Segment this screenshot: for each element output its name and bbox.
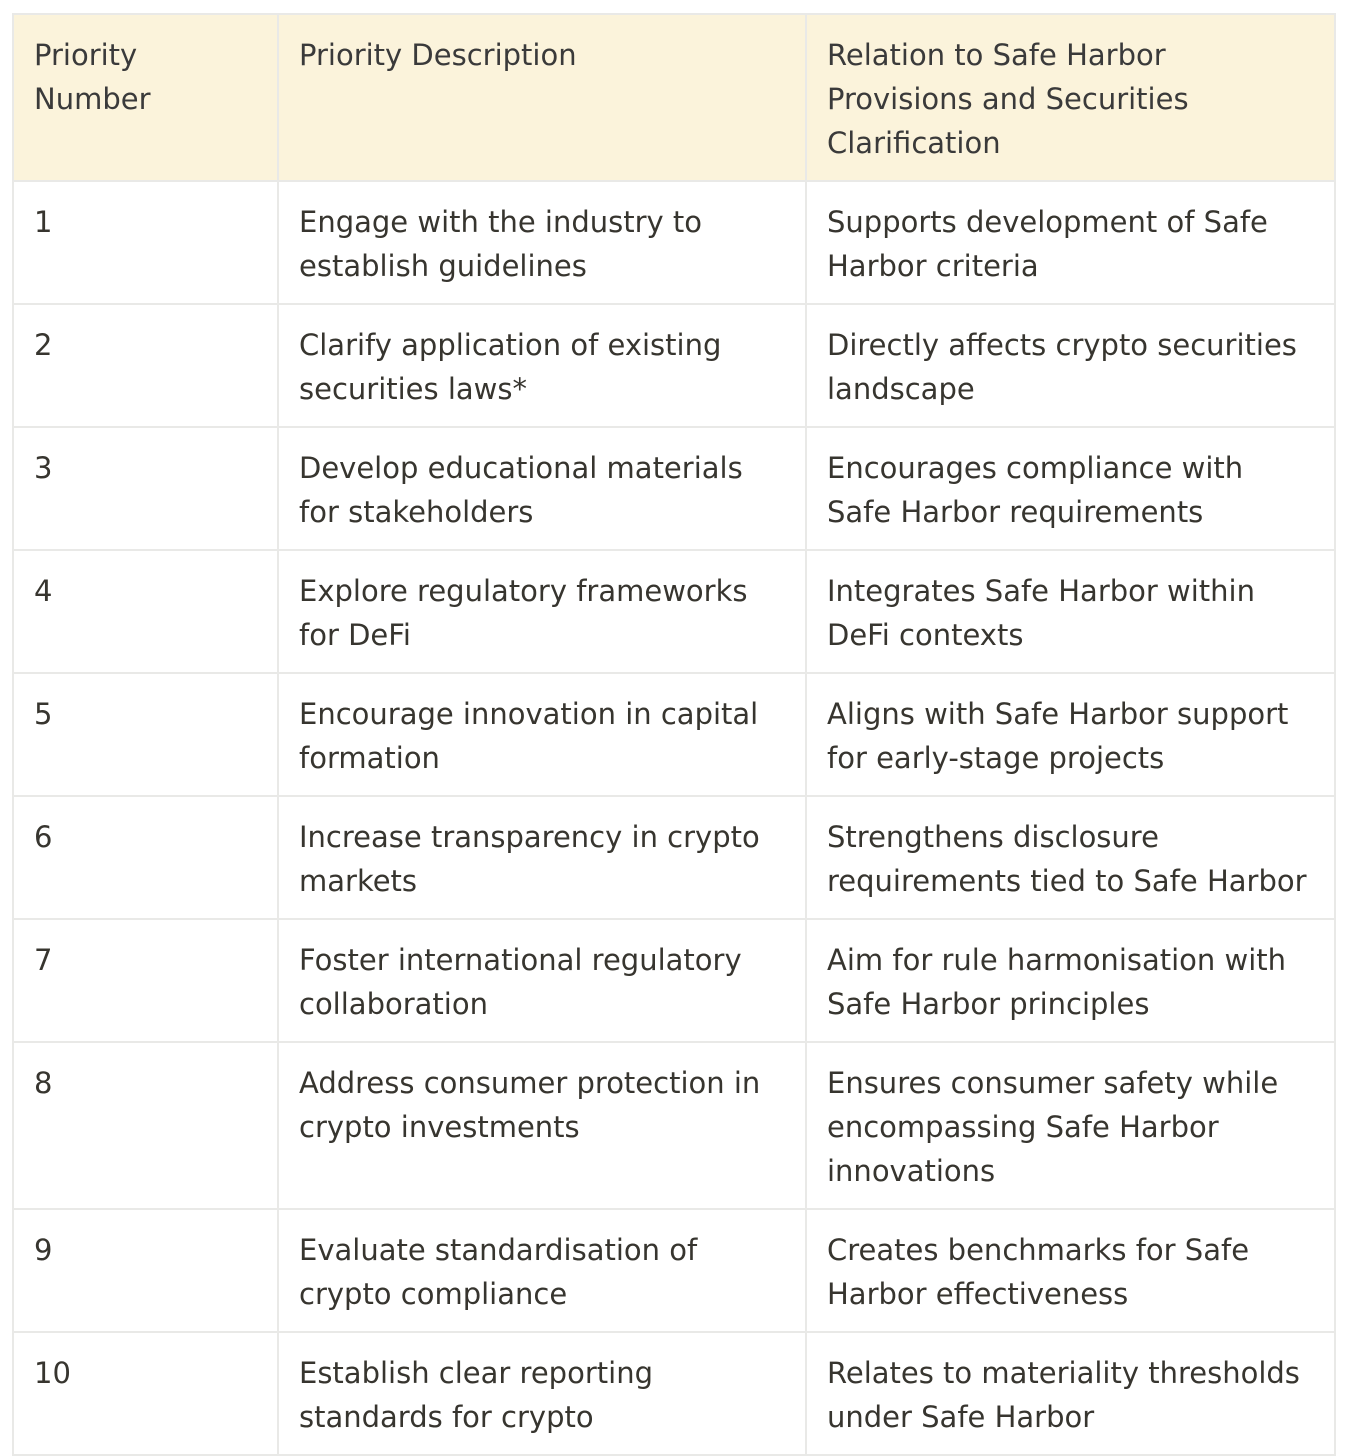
relation-cell: Aligns with Safe Harbor support for early-stage projects [806, 673, 1335, 796]
priority-description-cell: Evaluate standardisation of crypto compliance [278, 1209, 806, 1332]
priority-description-cell: Develop educational materials for stakeholders [278, 427, 806, 550]
table-row [13, 673, 1335, 796]
priority-description-cell: Foster international regulatory collaboration [278, 919, 806, 1042]
priority-description-cell: Explore regulatory frameworks for DeFi [278, 550, 806, 673]
priority-number-cell: 3 [13, 427, 278, 550]
relation-cell: Integrates Safe Harbor within DeFi contexts [806, 550, 1335, 673]
table-row [13, 181, 1335, 304]
priority-description-cell: Establish clear reporting standards for crypto [278, 1332, 806, 1455]
header-priority-description: Priority Description [278, 14, 806, 181]
table-row [13, 304, 1335, 427]
priority-description-cell: Encourage innovation in capital formation [278, 673, 806, 796]
table-row [13, 919, 1335, 1042]
relation-cell: Ensures consumer safety while encompassing Safe Harbor innovations [806, 1042, 1335, 1209]
relation-cell: Strengthens disclosure requirements tied to Safe Harbor [806, 796, 1335, 919]
priority-number-cell: 5 [13, 673, 278, 796]
table-row [13, 1209, 1335, 1332]
relation-cell: Supports development of Safe Harbor criteria [806, 181, 1335, 304]
table-row [13, 1332, 1335, 1455]
header-relation: Relation to Safe Harbor Provisions and Securities Clarification [806, 14, 1335, 181]
table-row [13, 796, 1335, 919]
priority-number-cell: 7 [13, 919, 278, 1042]
table-body [13, 181, 1335, 1455]
priority-table [12, 13, 1336, 1456]
relation-cell: Encourages compliance with Safe Harbor requirements [806, 427, 1335, 550]
table-row [13, 427, 1335, 550]
priority-number-cell: 6 [13, 796, 278, 919]
table-row [13, 550, 1335, 673]
relation-cell: Aim for rule harmonisation with Safe Harbor principles [806, 919, 1335, 1042]
priority-number-cell: 8 [13, 1042, 278, 1209]
priority-number-cell: 2 [13, 304, 278, 427]
priority-number-cell: 4 [13, 550, 278, 673]
header-priority-number: Priority Number [13, 14, 278, 181]
table-header [13, 14, 1335, 181]
priority-number-cell: 1 [13, 181, 278, 304]
relation-cell: Creates benchmarks for Safe Harbor effectiveness [806, 1209, 1335, 1332]
priority-number-cell: 10 [13, 1332, 278, 1455]
priority-description-cell: Increase transparency in crypto markets [278, 796, 806, 919]
priority-description-cell: Engage with the industry to establish guidelines [278, 181, 806, 304]
priority-number-cell: 9 [13, 1209, 278, 1332]
priority-description-cell: Clarify application of existing securities laws* [278, 304, 806, 427]
relation-cell: Directly affects crypto securities landscape [806, 304, 1335, 427]
table-row [13, 1042, 1335, 1209]
priority-description-cell: Address consumer protection in crypto investments [278, 1042, 806, 1209]
relation-cell: Relates to materiality thresholds under Safe Harbor [806, 1332, 1335, 1455]
header-row [13, 14, 1335, 181]
